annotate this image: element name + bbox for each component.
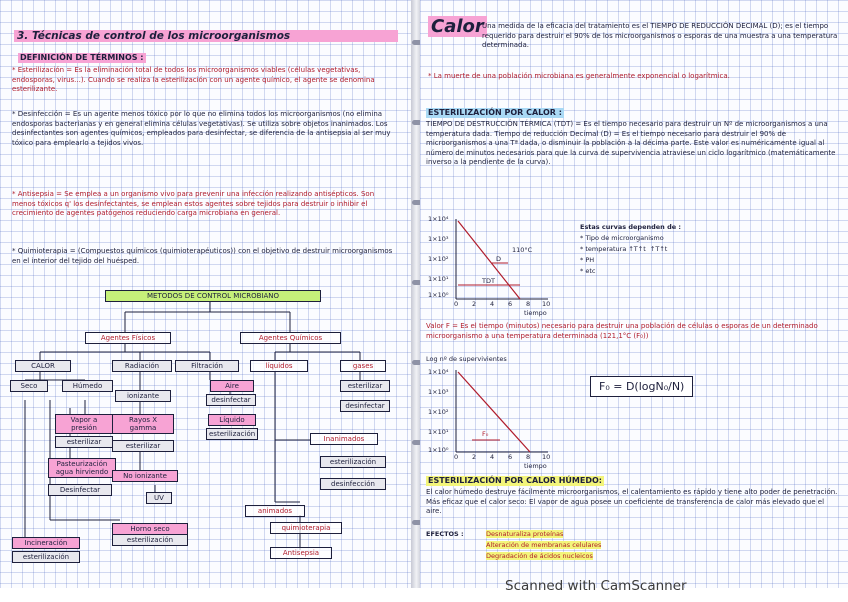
chart2-y-tick: 1×10³: [428, 388, 449, 396]
node-incineracion: Incineración: [12, 537, 80, 549]
node-gases: gases: [340, 360, 386, 372]
node-esterilizacion-incineracion: esterilización: [12, 551, 80, 563]
node-esterilizar-vapor: esterilizar: [55, 436, 113, 448]
chart2-y-tick: 1×10²: [428, 408, 449, 416]
node-desinfectar-aire: desinfectar: [206, 394, 256, 406]
chart1-x-tick: 0: [454, 300, 459, 308]
chart2-x-tick: 4: [490, 453, 495, 461]
chart1-y-tick: 1×10⁴: [428, 215, 449, 223]
page-title: 3. Técnicas de control de los microorganismos: [14, 30, 398, 42]
node-desinfectar-gases: desinfectar: [340, 400, 390, 412]
node-horno: Horno seco: [112, 523, 188, 535]
efecto-item: Degradación de ácidos nucleicos: [486, 552, 593, 560]
calor-intro: Una medida de la eficacia del tratamiento es el TIEMPO DE REDUCCIÓN DECIMAL (D); es el tiempo requerido para destruir el 90% de los microorganismos o esporas de una muestra a una temperatura determinada.: [482, 22, 840, 50]
node-desinfeccion-inanimados: desinfección: [320, 478, 386, 490]
def-esterilizacion: * Esterilización = Es la eliminación total de todos los microorganismos viables (células vegetativas, endosporas, virus...). Cuando se realiza la esterilización con un agente químico, el agente se denomina esterilizante.: [12, 66, 377, 94]
def-quimioterapia: * Quimioterapia = (Compuestos químicos (quimioterapéuticos)) con el objetivo de destruir microorganismos en el interior del tejido del huésped.: [12, 247, 395, 265]
def-desinfeccion: * Desinfección = Es un agente menos tóxico por lo que no elimina todos los microorganismos (no elimina endosporas bacterianas y en general elimina células vegetativas). Se utiliza sobre objetos inanimados. Los desinfectantes son agentes químicos, empleados para desinfectar, se diferencia de la antisepsia al ser muy tóxico para emplearlo a tejidos vivos.: [12, 110, 393, 147]
node-aire: Aire: [210, 380, 254, 392]
node-liquidos: líquidos: [250, 360, 308, 372]
chart2-y-tick: 1×10⁰: [428, 446, 449, 454]
node-humedo: Húmedo: [62, 380, 113, 392]
def-antisepsia: * Antisepsia = Se emplea a un organismo vivo para prevenir una infección realizando antisépticos. Son menos tóxicos q' los desinfectantes, se emplean estos agentes sobre tejidos para destruir o inhibir el crecimiento de agentes patógenos reduciendo carga microbiana en general.: [12, 190, 377, 218]
chart1-y-tick: 1×10⁰: [428, 291, 449, 299]
esterilizacion-heading: ESTERILIZACIÓN POR CALOR :: [428, 108, 562, 117]
tdt-text: TIEMPO DE DESTRUCCIÓN TÉRMICA (TDT) = Es el tiempo necesario para destruir un Nº de microorganismos a una temperatura dada. Tiempo de reducción Decimal (D) = Es el tiempo necesario para destruir el 90% de microorganismos a una Tª dada, o disminuir la población a la décima parte. Este valor es numéricamente igual al número de minutos necesarios para que la curva de supervivencia atraviese un ciclo logarítmico (matemáticamente inverso a la pendiente de la curva).: [426, 120, 838, 167]
chart1-y-tick: 1×10³: [428, 235, 449, 243]
efecto-item: Alteración de membranas celulares: [486, 541, 602, 549]
left-page: [0, 0, 420, 588]
node-liquido: Líquido: [208, 414, 256, 426]
node-calor: CALOR: [15, 360, 71, 372]
calor-note: * La muerte de una población microbiana es generalmente exponencial o logarítmica.: [428, 72, 730, 80]
chart2-x-tick: 0: [454, 453, 459, 461]
node-ionizante: ionizante: [115, 390, 171, 402]
humedo-heading: ESTERILIZACIÓN POR CALOR HÚMEDO:: [428, 476, 602, 485]
node-esterilizar-rayos: esterilizar: [112, 440, 174, 452]
chart2-y-tick: 1×10⁴: [428, 368, 449, 376]
curvas-item: * Tipo de microorganismo: [580, 234, 664, 242]
node-inanimados: Inanimados: [310, 433, 378, 445]
node-antisepsia: Antisepsia: [270, 547, 332, 559]
node-esterilizar-gases: esterilizar: [340, 380, 390, 392]
node-quimioterapia: quimioterapia: [270, 522, 342, 534]
node-agentes-fisicos: Agentes Físicos: [85, 332, 171, 344]
chart1-y-tick: 1×10²: [428, 255, 449, 263]
node-radiacion: Radiación: [112, 360, 172, 372]
humedo-text: El calor húmedo destruye fácilmente microorganismos, el calentamiento es rápido y tiene alto poder de penetración. Más eficaz que el calor seco: El vapor de agua posee un coeficiente de transferencia de calor más elevado que el aire.: [426, 488, 840, 516]
chart1-xlabel: tiempo: [524, 309, 547, 317]
chart1-y-tick: 1×10¹: [428, 275, 449, 283]
curvas-heading: Estas curvas dependen de :: [580, 223, 682, 231]
node-seco: Seco: [10, 380, 48, 392]
f0-formula: F₀ = D(logN₀/N): [590, 376, 693, 397]
node-animados: animados: [245, 505, 305, 517]
curvas-item: * etc: [580, 267, 596, 275]
chart2-xlabel: tiempo: [524, 462, 547, 470]
node-esterilizacion-horno: esterilización: [112, 534, 188, 546]
valor-f-text: Valor F = Es el tiempo (minutos) necesario para destruir una población de células o esporas de un determinado microorganismo a una temperatura determinada (121,1°C (F₀)): [426, 322, 820, 340]
node-no-ionizante: No ionizante: [112, 470, 178, 482]
chart1-x-tick: 2: [472, 300, 477, 308]
diagram-root: METODOS DE CONTROL MICROBIANO: [105, 290, 321, 302]
chart2-x-tick: 2: [472, 453, 477, 461]
calor-title: Calor: [428, 16, 487, 37]
node-pasteurizacion: Pasteurización agua hirviendo: [48, 458, 116, 478]
node-agentes-quimicos: Agentes Químicos: [240, 332, 341, 344]
chart2-y-tick: 1×10¹: [428, 428, 449, 436]
definitions-heading: DEFINICIÓN DE TÉRMINOS :: [20, 53, 144, 62]
chart2-f0-label: F₀: [482, 430, 489, 438]
right-page: [420, 0, 848, 588]
chart1-tdt-label: TDT: [482, 277, 495, 285]
scanner-watermark: Scanned with CamScanner: [505, 578, 687, 594]
chart1-x-tick: 4: [490, 300, 495, 308]
chart1-x-tick: 8: [526, 300, 531, 308]
chart2-x-tick: 6: [508, 453, 513, 461]
chart1-x-tick: 6: [508, 300, 513, 308]
chart2-ylabel: Log nº de supervivientes: [426, 355, 507, 363]
node-uv: UV: [146, 492, 172, 504]
chart2-x-tick: 8: [526, 453, 531, 461]
curvas-item: * temperatura ↑T↑t ↑T↑t: [580, 245, 668, 253]
node-esterilizacion-filtro: esterilización: [206, 428, 258, 440]
node-desinfectar-humedo: Desinfectar: [48, 484, 112, 496]
node-vapor: Vapor a presión: [55, 414, 113, 434]
node-esterilizacion-inanimados: esterilización: [320, 456, 386, 468]
chart1-x-tick: 10: [542, 300, 551, 308]
efectos-label: EFECTOS :: [426, 530, 464, 538]
chart1-d-label: D: [496, 255, 502, 263]
chart2-x-tick: 10: [542, 453, 551, 461]
curvas-item: * PH: [580, 256, 595, 264]
node-filtracion: Filtración: [175, 360, 239, 372]
survival-curve-line: [458, 221, 520, 299]
chart1-temp-label: 110°C: [512, 246, 533, 254]
node-rayos: Rayos X gamma: [112, 414, 174, 434]
efecto-item: Desnaturaliza proteínas: [486, 530, 564, 538]
